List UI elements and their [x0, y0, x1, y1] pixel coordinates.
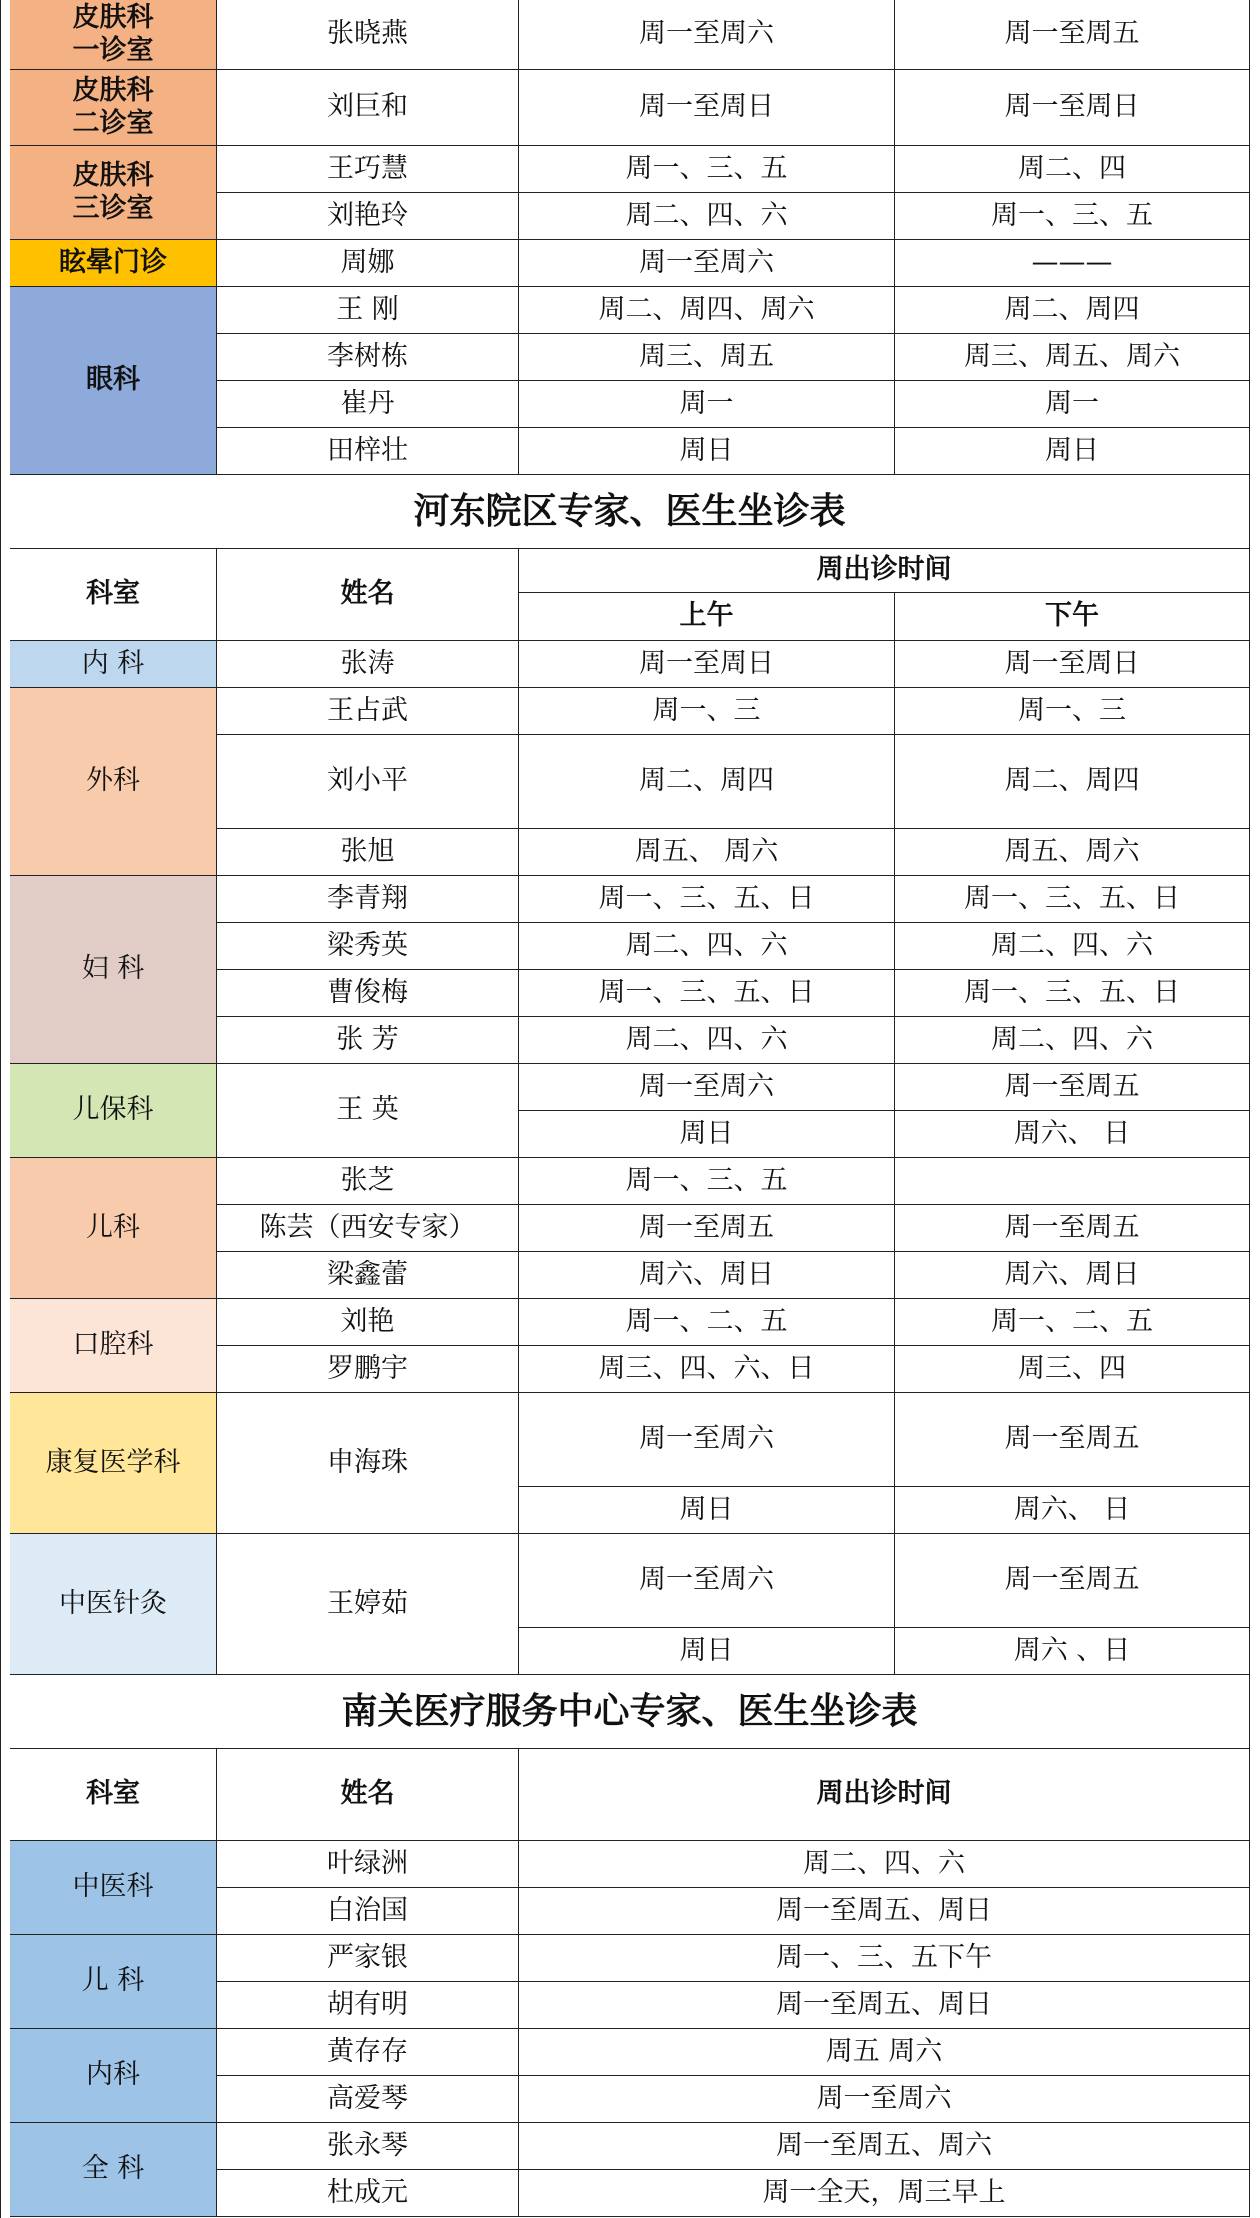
- morning-time-cell: 周二、周四、周六: [519, 287, 895, 334]
- morning-time-cell: 周三、四、六、日: [519, 1346, 895, 1393]
- weekly-time-cell: 周一、三、五下午: [519, 1935, 1250, 1982]
- morning-time-cell: 周一、二、五: [519, 1299, 895, 1346]
- morning-time-cell: 周一至周六: [519, 1534, 895, 1628]
- doctor-name-cell: 张晓燕: [217, 0, 519, 70]
- afternoon-time-cell: 周六、 日: [895, 1487, 1250, 1534]
- doctor-name-cell: 周娜: [217, 240, 519, 287]
- afternoon-time-cell: 周二、周四: [895, 287, 1250, 334]
- afternoon-time-cell: 周一至周日: [895, 641, 1250, 688]
- doctor-name-cell: 李青翔: [217, 876, 519, 923]
- morning-time-cell: 周一、三: [519, 688, 895, 735]
- doctor-name-cell: 张涛: [217, 641, 519, 688]
- header-weekly-time: 周出诊时间: [519, 549, 1250, 593]
- weekly-time-cell: 周一至周五、周日: [519, 1888, 1250, 1935]
- weekly-time-cell: 周一至周五、周日: [519, 1982, 1250, 2029]
- dept-cell: 皮肤科 三诊室: [10, 146, 217, 240]
- afternoon-time-cell: 周一至周五: [895, 1064, 1250, 1111]
- afternoon-time-cell: [895, 1158, 1250, 1205]
- afternoon-time-cell: 周一、三、五: [895, 193, 1250, 240]
- afternoon-time-cell: 周六、 日: [895, 1111, 1250, 1158]
- afternoon-time-cell: 周五、周六: [895, 829, 1250, 876]
- section-title: 南关医疗服务中心专家、医生坐诊表: [10, 1675, 1250, 1749]
- morning-time-cell: 周一、三、五、日: [519, 876, 895, 923]
- afternoon-time-cell: ———: [895, 240, 1250, 287]
- doctor-name-cell: 崔丹: [217, 381, 519, 428]
- morning-time-cell: 周一至周五: [519, 1205, 895, 1252]
- afternoon-time-cell: 周三、四: [895, 1346, 1250, 1393]
- dept-cell: 儿保科: [10, 1064, 217, 1158]
- dept-cell: 康复医学科: [10, 1393, 217, 1534]
- dept-cell: 皮肤科 二诊室: [10, 70, 217, 146]
- dept-cell: 口腔科: [10, 1299, 217, 1393]
- dept-cell: 儿科: [10, 1158, 217, 1299]
- doctor-name-cell: 高爱琴: [217, 2076, 519, 2123]
- morning-time-cell: 周日: [519, 428, 895, 475]
- afternoon-time-cell: 周一至周五: [895, 1205, 1250, 1252]
- doctor-name-cell: 田梓壮: [217, 428, 519, 475]
- doctor-name-cell: 白治国: [217, 1888, 519, 1935]
- morning-time-cell: 周日: [519, 1487, 895, 1534]
- weekly-time-cell: 周一至周六: [519, 2076, 1250, 2123]
- doctor-name-cell: 胡有明: [217, 1982, 519, 2029]
- doctor-name-cell: 王 刚: [217, 287, 519, 334]
- doctor-name-cell: 严家银: [217, 1935, 519, 1982]
- morning-time-cell: 周一: [519, 381, 895, 428]
- header-name: 姓名: [217, 1749, 519, 1841]
- morning-time-cell: 周一至周日: [519, 70, 895, 146]
- morning-time-cell: 周一至周六: [519, 1393, 895, 1487]
- afternoon-time-cell: 周六 、日: [895, 1628, 1250, 1675]
- doctor-name-cell: 王占武: [217, 688, 519, 735]
- dept-cell: 全 科: [10, 2123, 217, 2217]
- morning-time-cell: 周一至周六: [519, 1064, 895, 1111]
- dept-cell: 中医科: [10, 1841, 217, 1935]
- afternoon-time-cell: 周一、三、五、日: [895, 876, 1250, 923]
- afternoon-time-cell: 周一、二、五: [895, 1299, 1250, 1346]
- dept-cell: 妇 科: [10, 876, 217, 1064]
- doctor-name-cell: 张芝: [217, 1158, 519, 1205]
- dept-cell: 儿 科: [10, 1935, 217, 2029]
- doctor-name-cell: 刘艳玲: [217, 193, 519, 240]
- doctor-name-cell: 黄存存: [217, 2029, 519, 2076]
- dept-cell: 内 科: [10, 641, 217, 688]
- section-title: 河东院区专家、医生坐诊表: [10, 475, 1250, 549]
- doctor-name-cell: 刘小平: [217, 735, 519, 829]
- morning-time-cell: 周一、三、五: [519, 1158, 895, 1205]
- afternoon-time-cell: 周日: [895, 428, 1250, 475]
- weekly-time-cell: 周一至周五、周六: [519, 2123, 1250, 2170]
- afternoon-time-cell: 周一: [895, 381, 1250, 428]
- weekly-time-cell: 周五 周六: [519, 2029, 1250, 2076]
- doctor-name-cell: 张 芳: [217, 1017, 519, 1064]
- morning-time-cell: 周五、 周六: [519, 829, 895, 876]
- weekly-time-cell: 周二、四、六: [519, 1841, 1250, 1888]
- afternoon-time-cell: 周一至周日: [895, 70, 1250, 146]
- morning-time-cell: 周一至周六: [519, 0, 895, 70]
- dept-cell: 中医针灸: [10, 1534, 217, 1675]
- dept-cell: 内科: [10, 2029, 217, 2123]
- doctor-name-cell: 张旭: [217, 829, 519, 876]
- morning-time-cell: 周一、三、五、日: [519, 970, 895, 1017]
- morning-time-cell: 周二、四、六: [519, 923, 895, 970]
- afternoon-time-cell: 周二、周四: [895, 735, 1250, 829]
- morning-time-cell: 周日: [519, 1628, 895, 1675]
- morning-time-cell: 周一、三、五: [519, 146, 895, 193]
- afternoon-time-cell: 周二、四、六: [895, 923, 1250, 970]
- doctor-name-cell: 罗鹏宇: [217, 1346, 519, 1393]
- weekly-time-cell: 周一全天，周三早上: [519, 2170, 1250, 2217]
- doctor-name-cell: 刘巨和: [217, 70, 519, 146]
- afternoon-time-cell: 周二、四、六: [895, 1017, 1250, 1064]
- header-dept: 科室: [10, 1749, 217, 1841]
- dept-cell: 眩晕门诊: [10, 240, 217, 287]
- doctor-name-cell: 陈芸（西安专家）: [217, 1205, 519, 1252]
- morning-time-cell: 周二、周四: [519, 735, 895, 829]
- doctor-name-cell: 张永琴: [217, 2123, 519, 2170]
- afternoon-time-cell: 周一至周五: [895, 0, 1250, 70]
- header-weekly-time: 周出诊时间: [519, 1749, 1250, 1841]
- morning-time-cell: 周三、周五: [519, 334, 895, 381]
- morning-time-cell: 周一至周六: [519, 240, 895, 287]
- dept-cell: 皮肤科 一诊室: [10, 0, 217, 70]
- afternoon-time-cell: 周一、三、五、日: [895, 970, 1250, 1017]
- afternoon-time-cell: 周六、周日: [895, 1252, 1250, 1299]
- afternoon-time-cell: 周一至周五: [895, 1393, 1250, 1487]
- schedule-page: [10, 0, 1250, 2218]
- doctor-name-cell: 王婷茹: [217, 1534, 519, 1675]
- dept-cell: 外科: [10, 688, 217, 876]
- doctor-name-cell: 叶绿洲: [217, 1841, 519, 1888]
- doctor-name-cell: 王巧慧: [217, 146, 519, 193]
- doctor-name-cell: 杜成元: [217, 2170, 519, 2217]
- doctor-name-cell: 申海珠: [217, 1393, 519, 1534]
- afternoon-time-cell: 周一、三: [895, 688, 1250, 735]
- morning-time-cell: 周一至周日: [519, 641, 895, 688]
- header-name: 姓名: [217, 549, 519, 641]
- doctor-name-cell: 梁鑫蕾: [217, 1252, 519, 1299]
- header-afternoon: 下午: [895, 593, 1250, 641]
- afternoon-time-cell: 周三、周五、周六: [895, 334, 1250, 381]
- doctor-name-cell: 刘艳: [217, 1299, 519, 1346]
- afternoon-time-cell: 周二、四: [895, 146, 1250, 193]
- header-morning: 上午: [519, 593, 895, 641]
- afternoon-time-cell: 周一至周五: [895, 1534, 1250, 1628]
- morning-time-cell: 周六、周日: [519, 1252, 895, 1299]
- doctor-name-cell: 李树栋: [217, 334, 519, 381]
- doctor-name-cell: 王 英: [217, 1064, 519, 1158]
- morning-time-cell: 周二、四、六: [519, 193, 895, 240]
- dept-cell: 眼科: [10, 287, 217, 475]
- header-dept: 科室: [10, 549, 217, 641]
- morning-time-cell: 周二、四、六: [519, 1017, 895, 1064]
- doctor-name-cell: 梁秀英: [217, 923, 519, 970]
- doctor-name-cell: 曹俊梅: [217, 970, 519, 1017]
- morning-time-cell: 周日: [519, 1111, 895, 1158]
